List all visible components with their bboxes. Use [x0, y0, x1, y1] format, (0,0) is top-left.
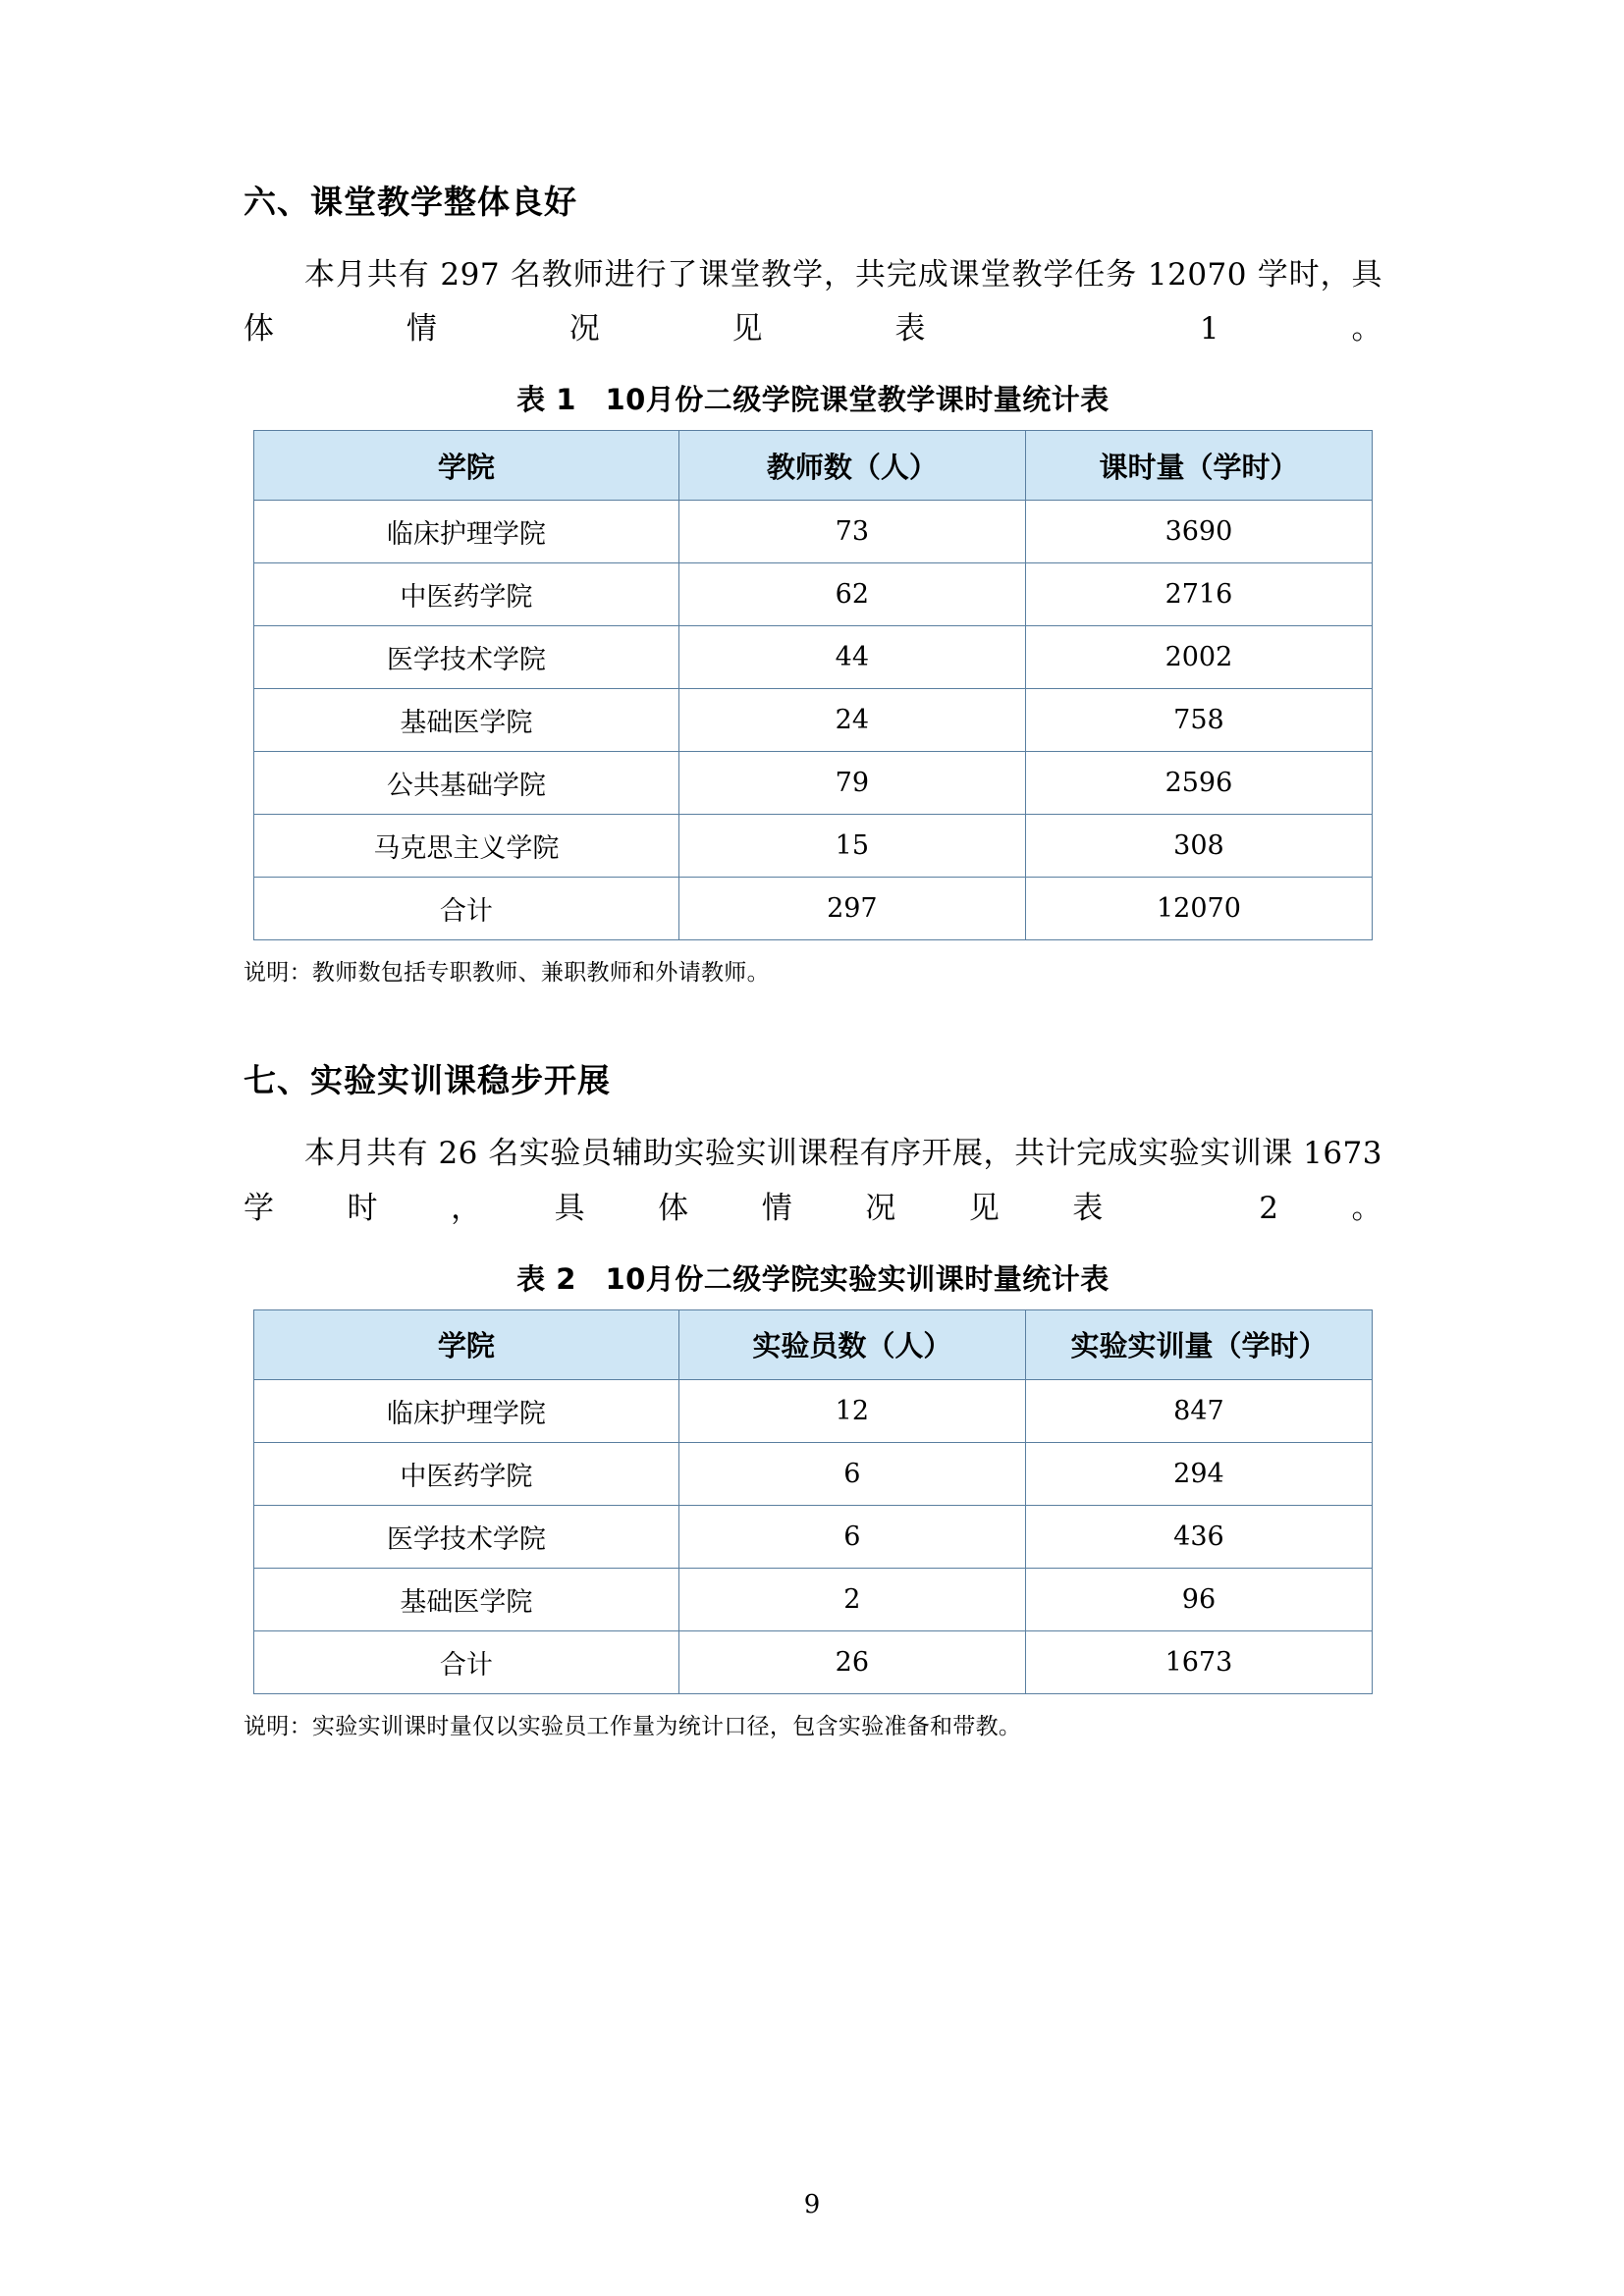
table-1-note: 说明：教师数包括专职教师、兼职教师和外请教师。: [244, 960, 770, 987]
table-1-cell-teachers: 15: [678, 815, 1025, 878]
table-1-cell-college: 医学技术学院: [254, 626, 679, 689]
table-1-cell-teachers: 297: [678, 878, 1025, 940]
table-row-total: [254, 878, 1373, 940]
table-1-cell-teachers: 24: [678, 689, 1025, 752]
table-2-cell-college: 医学技术学院: [254, 1505, 679, 1568]
section-heading-7: 七、实验实训课稳步开展: [244, 1061, 611, 1100]
table-header-row: [254, 1309, 1373, 1379]
table-1-cell-teachers: 73: [678, 501, 1025, 563]
table-1-cell-college: 合计: [254, 878, 679, 940]
table-1-cell-hours: 758: [1025, 689, 1372, 752]
table-row: [254, 1568, 1373, 1630]
table-2-cell-lab-hours: 847: [1025, 1379, 1372, 1442]
table-2-cell-lab-hours: 96: [1025, 1568, 1372, 1630]
table-1-cell-teachers: 62: [678, 563, 1025, 626]
table-row: [254, 1505, 1373, 1568]
table-2-cell-college: 基础医学院: [254, 1568, 679, 1630]
table-2: [253, 1309, 1373, 1694]
section-heading-6: 六、课堂教学整体良好: [244, 183, 577, 221]
table-row: [254, 752, 1373, 815]
table-1-header-teachers: 教师数（人）: [678, 431, 1025, 501]
table-2-caption: 表 2 10月份二级学院实验实训课时量统计表: [516, 1261, 1110, 1296]
table-row: [254, 815, 1373, 878]
table-2-header-lab-staff: 实验员数（人）: [678, 1309, 1025, 1379]
table-1-cell-college: 公共基础学院: [254, 752, 679, 815]
table-1-cell-hours: 3690: [1025, 501, 1372, 563]
table-1-cell-hours: 308: [1025, 815, 1372, 878]
section-7-paragraph: 本月共有 26 名实验员辅助实验实训课程有序开展，共计完成实验实训课 1673 学时，具体情况见表 2。: [244, 1136, 1382, 1226]
table-2-cell-lab-staff: 6: [678, 1505, 1025, 1568]
table-1-cell-college: 临床护理学院: [254, 501, 679, 563]
table-row: [254, 501, 1373, 563]
table-2-cell-lab-staff: 6: [678, 1442, 1025, 1505]
table-2-cell-lab-hours: 294: [1025, 1442, 1372, 1505]
table-1-cell-hours: 2596: [1025, 752, 1372, 815]
table-header-row: [254, 431, 1373, 501]
section-6-paragraph: 本月共有 297 名教师进行了课堂教学，共完成课堂教学任务 12070 学时，具体情况见表 1。: [244, 257, 1382, 347]
table-1-cell-college: 马克思主义学院: [254, 815, 679, 878]
table-1-header-college: 学院: [254, 431, 679, 501]
table-1-cell-college: 中医药学院: [254, 563, 679, 626]
table-2-cell-lab-hours: 436: [1025, 1505, 1372, 1568]
table-1-header-hours: 课时量（学时）: [1025, 431, 1372, 501]
table-row: [254, 626, 1373, 689]
table-2-cell-college: 临床护理学院: [254, 1379, 679, 1442]
section-spacer: [244, 987, 1382, 1055]
table-1: [253, 430, 1373, 940]
table-1-cell-teachers: 44: [678, 626, 1025, 689]
table-row-total: [254, 1630, 1373, 1693]
table-1-cell-hours: 2002: [1025, 626, 1372, 689]
table-2-cell-lab-staff: 26: [678, 1630, 1025, 1693]
table-2-note: 说明：实验实训课时量仅以实验员工作量为统计口径，包含实验准备和带教。: [244, 1713, 1022, 1739]
table-1-cell-hours: 12070: [1025, 878, 1372, 940]
page-number: 9: [803, 2190, 821, 2219]
table-1-caption: 表 1 10月份二级学院课堂教学课时量统计表: [516, 383, 1110, 417]
table-2-cell-college: 中医药学院: [254, 1442, 679, 1505]
page-content: [244, 177, 1382, 1740]
table-2-cell-lab-hours: 1673: [1025, 1630, 1372, 1693]
table-1-cell-teachers: 79: [678, 752, 1025, 815]
table-row: [254, 1379, 1373, 1442]
table-1-cell-hours: 2716: [1025, 563, 1372, 626]
table-2-cell-college: 合计: [254, 1630, 679, 1693]
table-2-header-lab-hours: 实验实训量（学时）: [1025, 1309, 1372, 1379]
table-row: [254, 1442, 1373, 1505]
table-2-cell-lab-staff: 12: [678, 1379, 1025, 1442]
table-2-header-college: 学院: [254, 1309, 679, 1379]
table-1-cell-college: 基础医学院: [254, 689, 679, 752]
table-2-cell-lab-staff: 2: [678, 1568, 1025, 1630]
table-row: [254, 689, 1373, 752]
table-row: [254, 563, 1373, 626]
